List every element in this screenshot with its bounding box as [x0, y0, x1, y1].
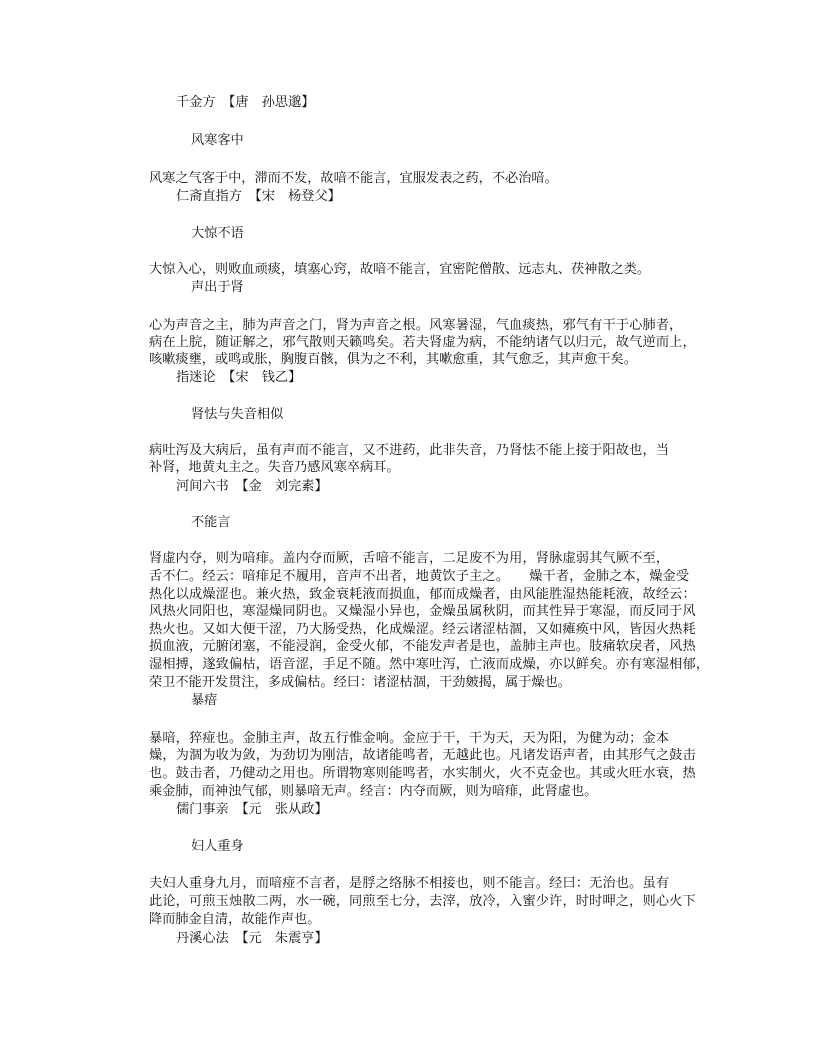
body-line: 乘金肺，而神浊气郁，则暴喑无声。经言：内夺而厥，则为喑痱，此肾虚也。 [149, 784, 598, 799]
body-line: 损血液，元腑闭塞，不能浸润，金受火郁，不能发声者是也，盖肺主声也。肢痛软戾者，风热 [149, 639, 696, 654]
body-line: 风寒之气客于中，滞而不发，故喑不能言，宜服发表之药，不必治喑。 [149, 171, 558, 186]
body-line: 咳嗽痰壅，或鸣或胀，胸腹百骸，俱为之不利，其嗽愈重，其气愈乏，其声愈干矣。 [149, 352, 637, 367]
body-line: 热火也。又如大便干涩，乃大肠受热，化成燥涩。经云诸涩枯涸，又如瘫痪中风，皆因火热耗 [149, 622, 696, 637]
topic-heading: 肾怯与失音相似 [191, 407, 284, 422]
body-line: 此论，可煎玉烛散二两，水一碗，同煎至七分，去滓，放冷，入蜜少许，时时呷之，则心火下 [149, 894, 696, 909]
topic-heading: 大惊不语 [191, 226, 244, 241]
body-line: 舌不仁。经云：喑痱足不履用，音声不出者，地黄饮子主之。 燥干者，金肺之本，燥金受 [149, 569, 690, 584]
body-line: 风热火同阳也，寒湿燥同阴也。又燥湿小异也，金燥虽属秋阴，而其性异于寒湿，而反同于风 [149, 604, 696, 619]
body-line: 燥，为涸为收为敛，为劲切为刚洁，故诸能鸣者，无越此也。凡诸发语声者，由其形气之鼓击 [149, 748, 696, 763]
source-heading: 丹溪心法 【元 朱震亨】 [176, 931, 328, 946]
topic-heading: 不能言 [191, 515, 231, 530]
source-heading: 河间六书 【金 刘完素】 [176, 479, 328, 494]
source-heading: 千金方 【唐 孙思邈】 [176, 95, 315, 110]
body-line: 暴喑，猝痖也。金肺主声，故五行惟金响。金应于干，干为天，天为阳，为健为动；金本 [149, 731, 670, 746]
body-line: 病在上脘，随证解之，邪气散则天籁鸣矣。若夫肾虚为病，不能纳诸气以归元，故气逆而上， [149, 335, 696, 350]
source-heading: 仁斋直指方 【宋 杨登父】 [176, 189, 341, 204]
body-line: 大惊入心，则败血顽痰，填塞心窍，故喑不能言，宜密陀僧散、远志丸、茯神散之类。 [149, 262, 651, 277]
body-line: 心为声音之主，肺为声音之门，肾为声音之根。风寒暑湿，气血痰热，邪气有干于心肺者， [149, 318, 683, 333]
body-line: 荣卫不能开发贯注，多成偏枯。经曰：诸涩枯涸，干劲皴揭，属于燥也。 [149, 675, 571, 690]
body-line: 肾虚内夺，则为喑痱。盖内夺而厥，舌喑不能言，二足废不为用，肾脉虚弱其气厥不至， [149, 551, 670, 566]
body-line: 热化以成燥涩也。兼火热，致金衰耗液而损血，郁而成燥者，由风能胜湿热能耗液，故经云： [149, 587, 696, 602]
body-line: 也。鼓击者，乃健动之用也。所谓物寒则能鸣者，水实制火，火不克金也。其或火旺水衰，热 [149, 766, 696, 781]
body-line: 湿相搏，遂致偏枯，语音涩，手足不随。然中寒吐泻，亡液而成燥，亦以鲜矣。亦有寒湿相郁， [149, 657, 710, 672]
source-heading: 儒门事亲 【元 张从政】 [176, 802, 328, 817]
topic-heading: 暴瘖 [191, 693, 218, 708]
body-line: 降而肺金自清，故能作声也。 [149, 912, 321, 927]
source-heading: 指迷论 【宋 钱乙】 [176, 370, 302, 385]
body-line: 病吐泻及大病后，虽有声而不能言，又不进药，此非失音，乃肾怯不能上接于阳故也，当 [149, 443, 670, 458]
topic-heading: 风寒客中 [191, 133, 244, 148]
topic-heading: 声出于肾 [191, 280, 244, 295]
topic-heading: 妇人重身 [191, 839, 244, 854]
body-line: 夫妇人重身九月，而喑痖不言者，是脬之络脉不相接也，则不能言。经曰：无治也。虽有 [149, 876, 670, 891]
body-line: 补肾，地黄丸主之。失音乃感风寒卒病耳。 [149, 460, 400, 475]
